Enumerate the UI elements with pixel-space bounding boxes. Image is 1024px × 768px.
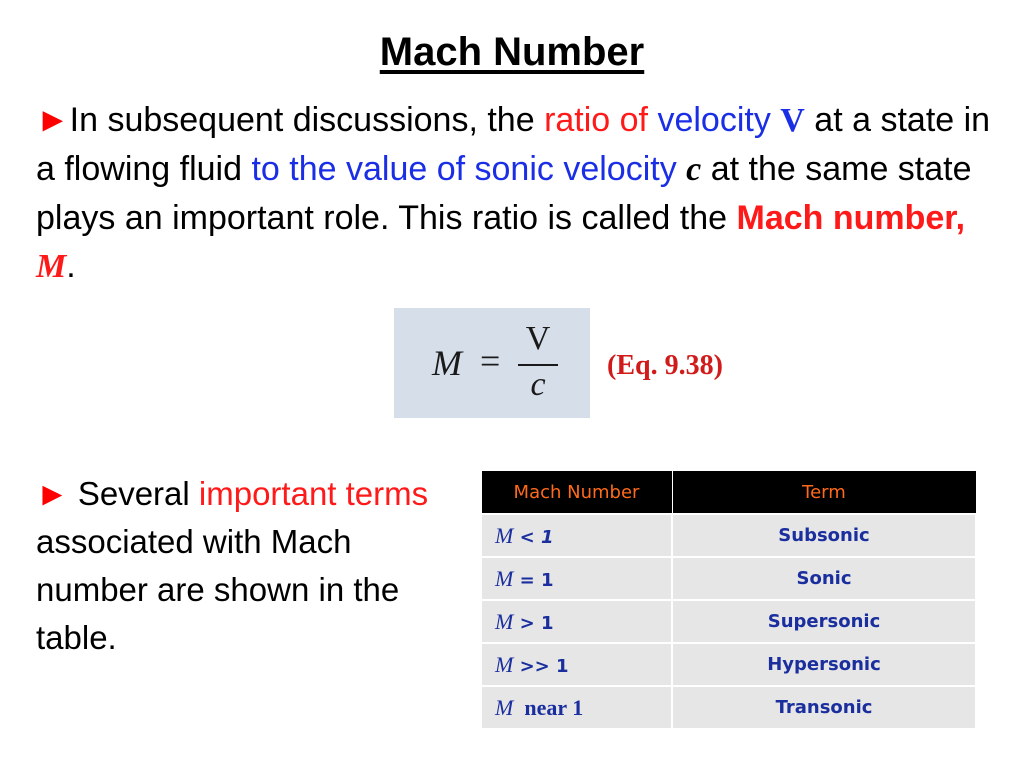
- intro-text-1: In subsequent discussions, the: [69, 101, 545, 139]
- column-header-mach-number: Mach Number: [481, 471, 672, 515]
- equation-lhs: M: [432, 343, 462, 383]
- intro-text-2: at a state in a flowing fluid: [36, 101, 991, 188]
- mach-number-cell: [481, 514, 672, 557]
- column-header-term: Term: [672, 471, 976, 515]
- mach-relation: > 1: [513, 612, 554, 634]
- intro-symbol-v: V: [780, 102, 805, 139]
- term-cell: Supersonic: [672, 600, 976, 643]
- mach-symbol: M: [495, 522, 514, 548]
- mach-relation: near 1: [513, 694, 584, 720]
- mach-number-cell: [481, 600, 672, 643]
- mach-symbol: M: [495, 608, 514, 634]
- term-cell: Subsonic: [672, 514, 976, 557]
- mach-number-cell: [481, 557, 672, 600]
- terms-text-2: associated with Mach number are shown in the table.: [36, 523, 400, 656]
- mach-symbol: M: [495, 694, 514, 720]
- mach-relation: >> 1: [513, 655, 569, 677]
- terms-text-1: Several: [68, 475, 199, 512]
- term-cell: Transonic: [672, 686, 976, 729]
- intro-symbol-m: M: [36, 248, 67, 285]
- bullet-arrow-icon: ►: [36, 475, 69, 512]
- mach-terms-table: [480, 470, 977, 730]
- table-row: [481, 514, 976, 557]
- term-cell: Sonic: [672, 557, 976, 600]
- mach-symbol: M: [495, 651, 514, 677]
- intro-text-velocity: velocity: [657, 101, 781, 139]
- intro-text-ratio: ratio of: [544, 101, 649, 139]
- terms-paragraph: [36, 470, 436, 662]
- equation-box: [394, 308, 590, 418]
- intro-text-mach-number: Mach number,: [736, 199, 966, 237]
- table-row: [481, 557, 976, 600]
- slide-title: Mach Number: [379, 30, 645, 74]
- intro-text-period: .: [66, 247, 76, 285]
- mach-symbol: M: [495, 565, 514, 591]
- terms-text-important: important terms: [198, 475, 429, 512]
- equation-reference: (Eq. 9.38): [607, 350, 723, 381]
- intro-text-3: at the same state plays an important role. This ratio is called the: [36, 150, 972, 237]
- mach-number-cell: [481, 686, 672, 729]
- table-row: [481, 643, 976, 686]
- intro-symbol-c: c: [686, 151, 702, 188]
- equation-equals: =: [480, 341, 501, 381]
- mach-relation: = 1: [513, 569, 554, 591]
- bullet-arrow-icon: ►: [36, 101, 70, 139]
- intro-paragraph: [36, 96, 1001, 291]
- mach-number-cell: [481, 643, 672, 686]
- equation-numerator: V: [525, 320, 551, 357]
- mach-relation: < 1: [513, 526, 554, 548]
- equation-denominator: c: [530, 366, 546, 403]
- table-row: [481, 600, 976, 643]
- intro-text-sonic: to the value of sonic velocity: [251, 150, 687, 188]
- table-header-row: [481, 471, 976, 515]
- term-cell: Hypersonic: [672, 643, 976, 686]
- table-row: [481, 686, 976, 729]
